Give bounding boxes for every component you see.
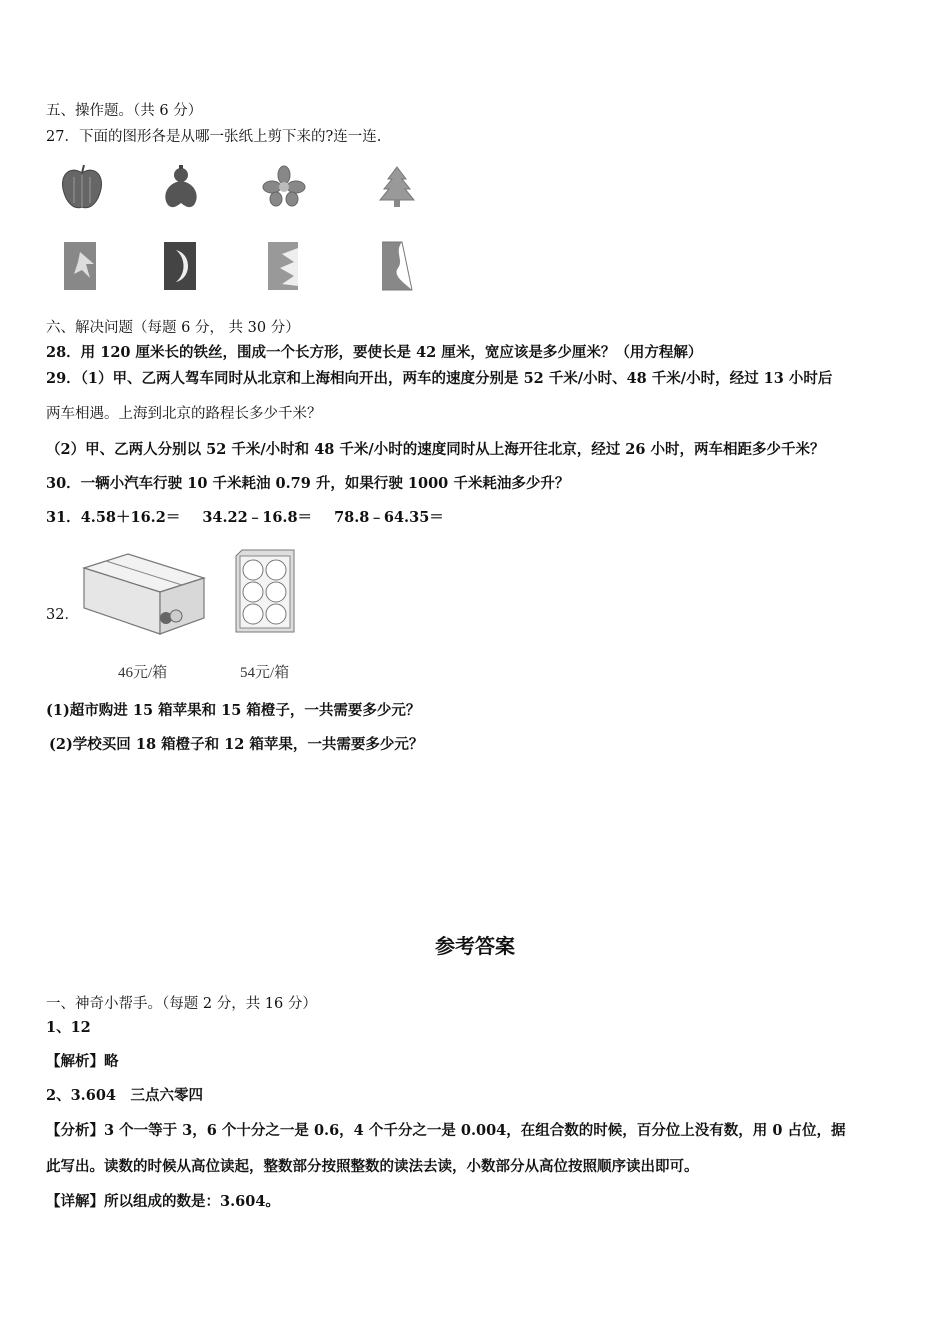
equation-item: 78.8﹣64.35＝ <box>334 509 444 526</box>
question-29-part1-line2: 两车相遇。上海到北京的路程长多少千米？ <box>46 406 322 422</box>
question-32-label: 32． <box>46 607 79 623</box>
question-28: 28．用 120 厘米长的铁丝，围成一个长方形，要使长是 42 厘米，宽应该是多少厘米？（用方程解） <box>46 344 703 361</box>
answer-2: 2、3.604 三点六零四 <box>46 1087 203 1104</box>
equation-item: 34.22﹣16.8＝ <box>202 509 313 526</box>
answer-2-detail: 【详解】所以组成的数是：3.604。 <box>46 1193 280 1210</box>
flower-shape-icon <box>262 165 306 207</box>
question-30: 30．一辆小汽车行驶 10 千米耗油 0.79 升，如果行驶 1000 千米耗油多少升？ <box>46 475 570 492</box>
section-five-heading: 五、操作题。（共 6 分） <box>46 103 203 119</box>
question-29-part2: （2）甲、乙两人分别以 52 千米/小时和 48 千米/小时的速度同时从上海开往北京，经过 26 小时，两车相距多少千米？ <box>46 441 825 458</box>
answer-1: 1、12 <box>46 1019 91 1036</box>
question-32-part2: (2)学校买回 18 箱橙子和 12 箱苹果，一共需要多少元？ <box>49 736 424 753</box>
tree-shape-icon <box>378 165 416 209</box>
orange-box-icon <box>234 548 296 634</box>
question-31-label: 31． <box>46 509 81 526</box>
answer-2-analysis-line1: 【分析】3 个一等于 3，6 个十分之一是 0.6，4 个千分之一是 0.004，在组合数的时候，百分位上没有数，用 0 占位，据 <box>46 1122 846 1139</box>
answers-title: 参考答案 <box>435 934 515 958</box>
gourd-shape-icon <box>162 163 200 211</box>
question-29-part1-line1: 29．（1）甲、乙两人驾车同时从北京和上海相向开出，两车的速度分别是 52 千米/小时、48 千米/小时，经过 13 小时后 <box>46 370 833 387</box>
question-27: 27．下面的图形各是从哪一张纸上剪下来的?连一连. <box>46 129 382 145</box>
answers-section-one-heading: 一、神奇小帮手。（每题 2 分，共 16 分） <box>46 996 317 1012</box>
folded-paper-arrow-icon <box>62 240 98 292</box>
folded-paper-curve-icon <box>380 240 414 292</box>
answer-2-analysis-line2: 此写出。读数的时候从高位读起，整数部分按照整数的读法去读，小数部分从高位按照顺序读出即可。 <box>46 1158 699 1175</box>
answer-1-analysis: 【解析】略 <box>46 1053 119 1070</box>
question-31 <box>46 508 466 528</box>
folded-paper-zigzag-icon <box>266 240 300 292</box>
equation-item: 4.58＋16.2＝ <box>80 509 181 526</box>
folded-paper-moon-icon <box>162 240 198 292</box>
question-32-part1: (1)超市购进 15 箱苹果和 15 箱橙子，一共需要多少元？ <box>46 702 421 719</box>
section-six-heading: 六、解决问题（每题 6 分， 共 30 分） <box>46 320 300 336</box>
apple-box-icon <box>80 550 210 640</box>
apple-box-price: 46元/箱 <box>118 665 168 681</box>
apple-shape-icon <box>60 163 104 211</box>
orange-box-price: 54元/箱 <box>240 665 290 681</box>
